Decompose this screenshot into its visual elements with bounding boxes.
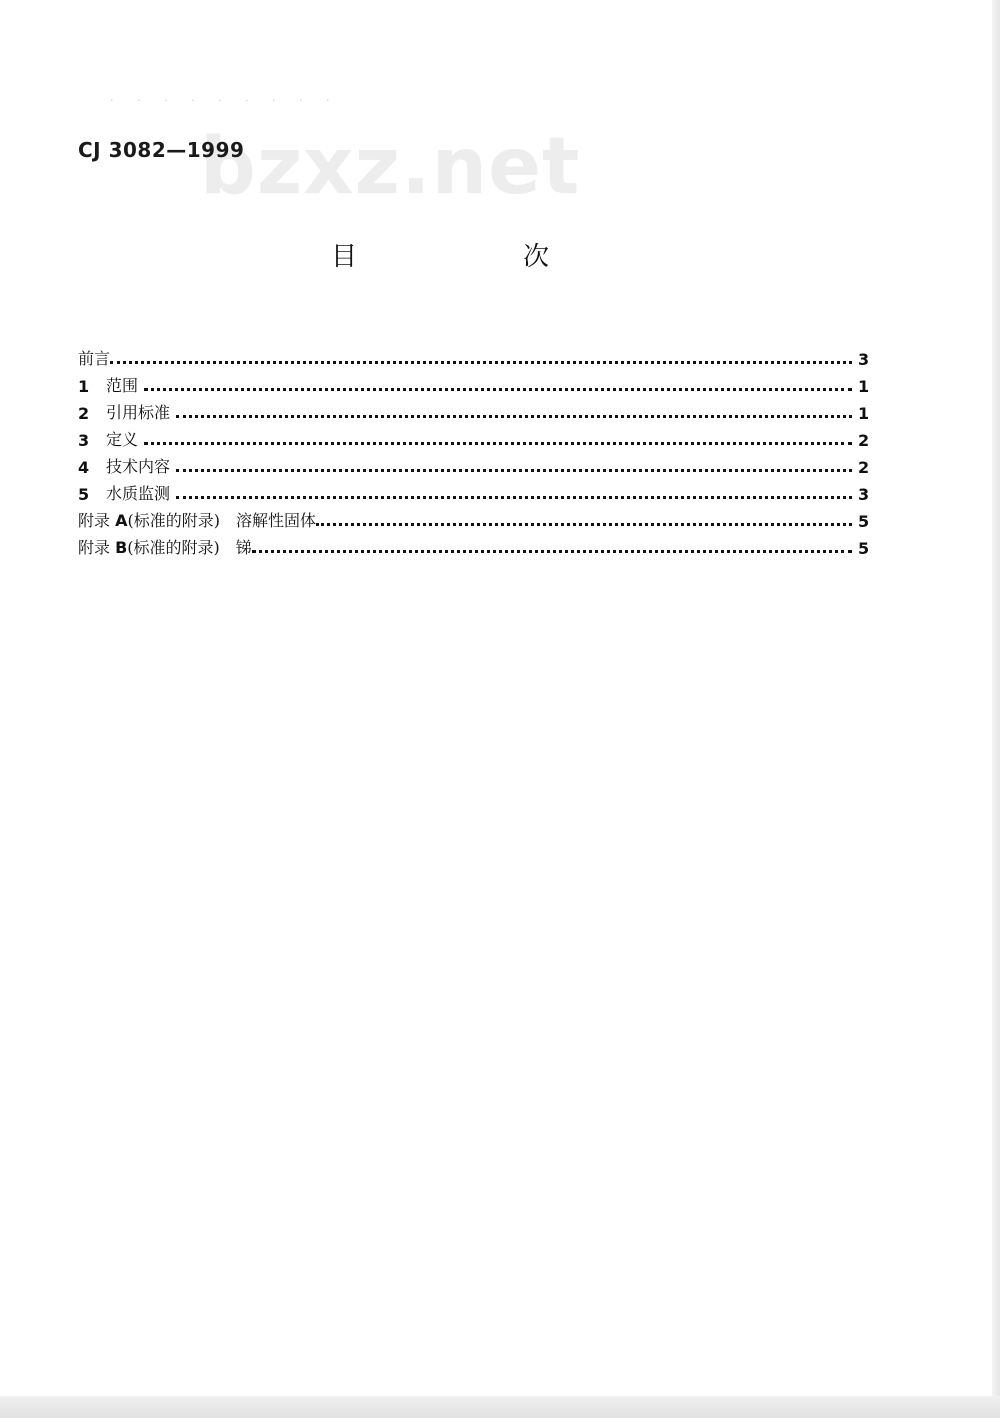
toc-entry-page: 5 [858, 539, 870, 558]
dot-leader [144, 442, 852, 445]
toc-entry-water-monitoring[interactable] [78, 477, 868, 504]
toc-entry-label: 技术内容 [106, 457, 171, 476]
dot-leader [176, 415, 852, 418]
page-right-edge [992, 0, 1000, 1418]
appendix-prefix: 附录 [78, 511, 116, 530]
toc-entry-label: 范围 [106, 376, 139, 395]
toc-entry-page: 3 [858, 485, 870, 504]
appendix-prefix: 附录 [78, 538, 116, 557]
toc-entry-page: 2 [858, 431, 870, 450]
table-of-contents [78, 342, 868, 558]
toc-entry-appendix-b[interactable] [78, 531, 868, 558]
dot-leader [316, 523, 852, 526]
toc-entry-scope[interactable] [78, 369, 868, 396]
toc-entry-label: 前言 [78, 349, 111, 368]
appendix-letter: B [115, 538, 128, 557]
toc-entry-page: 1 [858, 377, 870, 396]
appendix-title: (标准的附录) 锑 [127, 538, 252, 557]
toc-entry-page: 2 [858, 458, 870, 477]
toc-entry-label: 水质监测 [106, 484, 171, 503]
toc-entry-page: 3 [858, 350, 870, 369]
appendix-letter: A [115, 511, 128, 530]
toc-entry-label [78, 535, 252, 558]
dot-leader [176, 496, 852, 499]
toc-entry-label [78, 508, 316, 531]
toc-entry-references[interactable] [78, 396, 868, 423]
toc-entry-label: 定义 [106, 430, 139, 449]
dot-leader [144, 388, 852, 391]
toc-entry-label: 引用标准 [106, 403, 171, 422]
toc-title: 目 次 [330, 242, 619, 272]
toc-entry-number: 5 [78, 485, 90, 504]
appendix-title: (标准的附录) 溶解性固体 [127, 511, 316, 530]
dot-leader [110, 361, 852, 364]
dot-leader [176, 469, 852, 472]
toc-entry-number: 2 [78, 404, 90, 423]
page-bottom-edge [0, 1396, 1000, 1418]
toc-entry-definitions[interactable] [78, 423, 868, 450]
watermark: bzxz.net [200, 122, 581, 212]
toc-entry-number: 4 [78, 458, 90, 477]
faint-header-text: · · · · · · · · · [110, 94, 340, 107]
toc-entry-number: 1 [78, 377, 90, 396]
toc-entry-appendix-a[interactable] [78, 504, 868, 531]
standard-code: CJ 3082—1999 [78, 138, 245, 162]
toc-entry-technical-content[interactable] [78, 450, 868, 477]
toc-entry-preface[interactable] [78, 342, 868, 369]
toc-entry-number: 3 [78, 431, 90, 450]
toc-entry-page: 1 [858, 404, 870, 423]
toc-entry-page: 5 [858, 512, 870, 531]
dot-leader [252, 550, 852, 553]
